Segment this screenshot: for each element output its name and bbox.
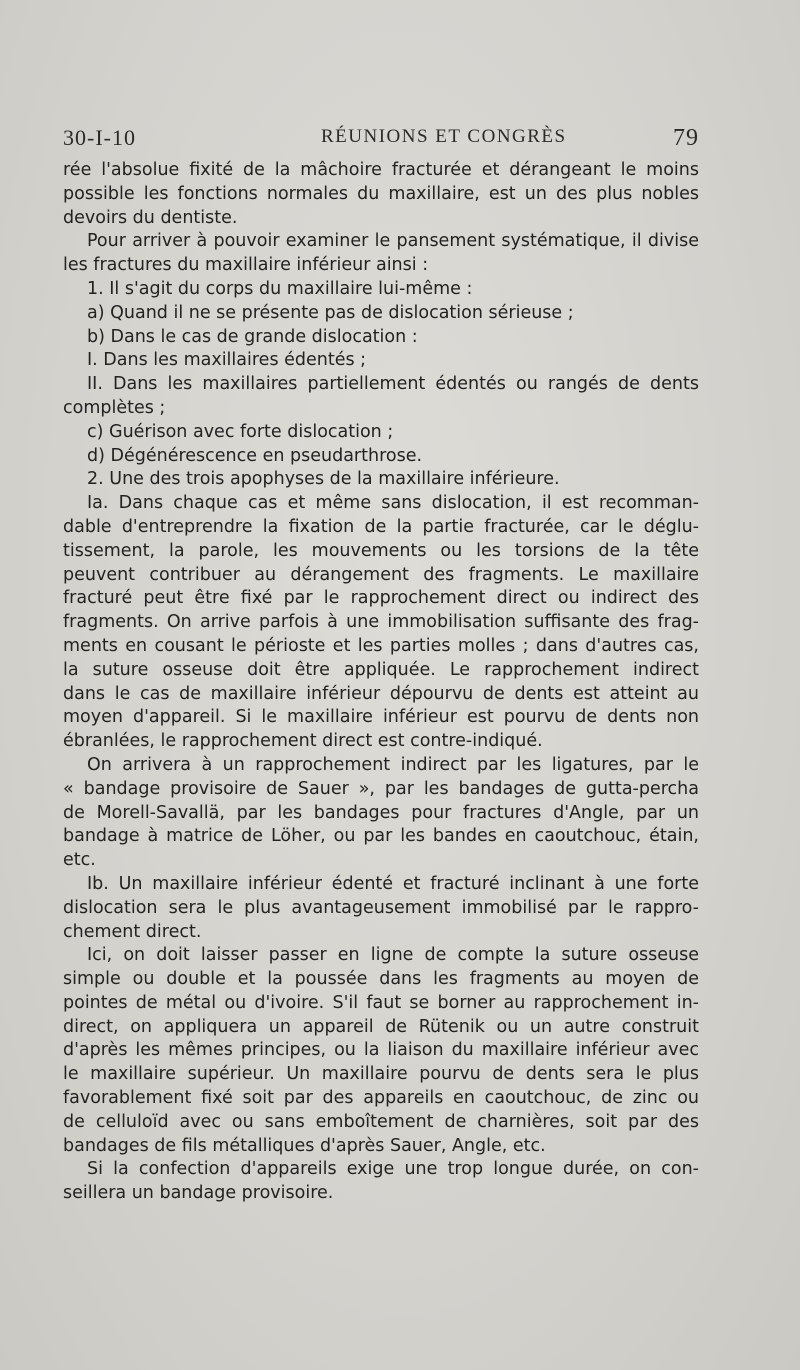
text-line: dislocation sera le plus avantageusement immobilisé par le rappro- [63, 897, 699, 918]
text-line: peuvent contribuer au dérangement des fragments. Le maxillaire [63, 564, 699, 585]
text-line: Pour arriver à pouvoir examiner le pansement systématique, il divise [87, 231, 699, 252]
text-line: dable d'entreprendre la fixation de la partie fracturée, car le déglu- [63, 516, 699, 537]
text-line: tissement, la parole, les mouvements ou les torsions de la tête [63, 540, 699, 561]
text-line: Ia. Dans chaque cas et même sans dislocation, il est recomman- [87, 493, 699, 514]
text-line: de celluloïd avec ou sans emboîtement de charnières, soit par des [63, 1111, 699, 1132]
text-line: bandages de fils métalliques d'après Sauer, Angle, etc. [63, 1135, 546, 1156]
text-line: la suture osseuse doit être appliquée. Le rapprochement indirect [63, 659, 699, 680]
body-text [63, 159, 699, 1206]
text-line: possible les fonctions normales du maxillaire, est un des plus nobles [63, 183, 699, 204]
text-line: ments en cousant le périoste et les parties molles ; dans d'autres cas, [63, 635, 699, 656]
text-line: Ici, on doit laisser passer en ligne de compte la suture osseuse [87, 945, 699, 966]
text-line: de Morell-Savallä, par les bandages pour fractures d'Angle, par un [63, 802, 699, 823]
text-line: b) Dans le cas de grande dislocation : [87, 326, 418, 347]
text-line: direct, on appliquera un appareil de Rütenik ou un autre construit [63, 1016, 699, 1037]
text-line: fragments. On arrive parfois à une immobilisation suffisante des frag- [63, 612, 699, 633]
text-line: c) Guérison avec forte dislocation ; [87, 421, 394, 442]
text-line: Si la confection d'appareils exige une trop longue durée, on con- [87, 1159, 699, 1180]
text-line: On arrivera à un rapprochement indirect par les ligatures, par le [87, 754, 699, 775]
text-line: a) Quand il ne se présente pas de dislocation sérieuse ; [87, 302, 574, 323]
text-line: favorablement fixé soit par des appareils en caoutchouc, de zinc ou [63, 1088, 699, 1109]
text-line: rée l'absolue fixité de la mâchoire fracturée et dérangeant le moins [63, 160, 699, 180]
text-line: seillera un bandage provisoire. [63, 1183, 334, 1204]
text-line: chement direct. [63, 921, 202, 942]
text-line: moyen d'appareil. Si le maxillaire inférieur est pourvu de dents non [63, 707, 699, 728]
section-title: RÉUNIONS ET CONGRÈS [321, 126, 567, 147]
text-line: les fractures du maxillaire inférieur ainsi : [63, 255, 429, 276]
text-line: d'après les mêmes principes, ou la liaison du maxillaire inférieur avec [63, 1040, 699, 1061]
text-line: 2. Une des trois apophyses de la maxillaire inférieure. [87, 469, 560, 490]
text-line: dans le cas de maxillaire inférieur dépourvu de dents est atteint au [63, 683, 699, 704]
issue-date: 30-I-10 [63, 125, 136, 150]
running-head [63, 125, 699, 155]
text-line: fracturé peut être fixé par le rapprochement direct ou indirect des [63, 588, 699, 609]
text-line: d) Dégénérescence en pseudarthrose. [87, 445, 423, 466]
text-line: devoirs du dentiste. [63, 207, 238, 228]
text-line: 1. Il s'agit du corps du maxillaire lui-même : [87, 278, 473, 299]
text-line: pointes de métal ou d'ivoire. S'il faut se borner au rapprochement in- [63, 992, 699, 1013]
text-line: le maxillaire supérieur. Un maxillaire pourvu de dents sera le plus [63, 1064, 699, 1085]
page-number: 79 [673, 125, 699, 151]
text-line: ébranlées, le rapprochement direct est contre-indiqué. [63, 731, 543, 752]
text-line: simple ou double et la poussée dans les fragments au moyen de [63, 969, 699, 990]
text-line: bandage à matrice de Löher, ou par les bandes en caoutchouc, étain, [63, 826, 699, 847]
text-line: I. Dans les maxillaires édentés ; [87, 350, 367, 371]
text-line: Ib. Un maxillaire inférieur édenté et fracturé inclinant à une forte [87, 873, 699, 894]
text-line: « bandage provisoire de Sauer », par les bandages de gutta-percha [63, 778, 699, 799]
text-line: II. Dans les maxillaires partiellement édentés ou rangés de dents [87, 374, 699, 395]
text-line: complètes ; [63, 397, 166, 418]
text-line: etc. [63, 850, 96, 871]
